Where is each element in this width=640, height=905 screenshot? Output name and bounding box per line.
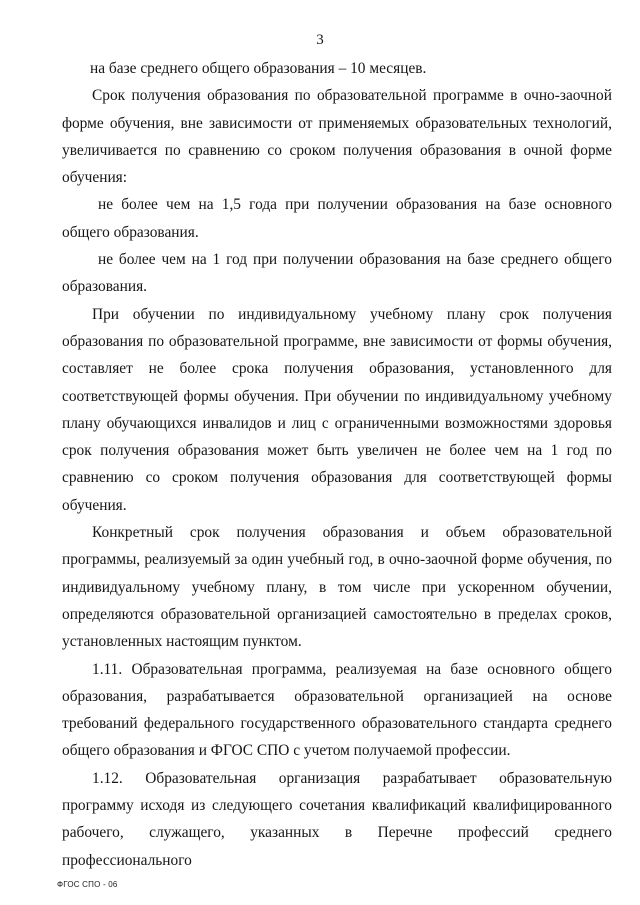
paragraph-term-continuation: на базе среднего общего образования – 10 месяцев. — [90, 60, 427, 77]
paragraph-clause-1-11: 1.11. Образовательная программа, реализуемая на базе основного общего образования, разрабатывается образовательной организацией на основе требований федерального государственного образовательного стандарта среднего общего образования и ФГОС СПО с учетом получаемой профессии. — [62, 660, 612, 760]
footer-code: ФГОС СПО - 06 — [57, 880, 118, 889]
paragraph-part-time-term: Срок получения образования по образовательной программе в очно-заочной форме обучения, вне зависимости от применяемых образовательных технологий, увеличивается по сравнению со сроком получения образования в очной форме обучения: — [62, 87, 612, 187]
paragraph-clause-1-12: 1.12. Образовательная организация разрабатывает образовательную программу исходя из следующего сочетания квалификаций квалифицированного рабочего, служащего, указанных в Перечне профессий среднего профессионального — [62, 769, 612, 869]
paragraph-individual-plan: При обучении по индивидуальному учебному плану срок получения образования по образовательной программе, вне зависимости от формы обучения, составляет не более срока получения образования, установленного для соответствующей формы обучения. При обучении по индивидуальному учебному плану обучающихся инвалидов и лиц с ограниченными возможностями здоровья срок получения образования может быть увеличен не более чем на 1 год по сравнению со сроком получения образования для соответствующей формы обучения. — [62, 305, 612, 514]
paragraph-specific-term: Конкретный срок получения образования и объем образовательной программы, реализуемый за один учебный год, в очно-заочной форме обучения, по индивидуальному учебному плану, в том числе при ускоренном обучении, определяются образовательной организацией самостоятельно в пределах сроков, установленных настоящим пунктом. — [62, 524, 612, 651]
paragraph-basic-general: не более чем на 1,5 года при получении образования на базе основного общего образования. — [62, 196, 612, 241]
paragraph-secondary-general: не более чем на 1 год при получении образования на базе среднего общего образования. — [62, 251, 612, 296]
page-number: 3 — [316, 32, 324, 48]
document-body — [62, 55, 612, 874]
